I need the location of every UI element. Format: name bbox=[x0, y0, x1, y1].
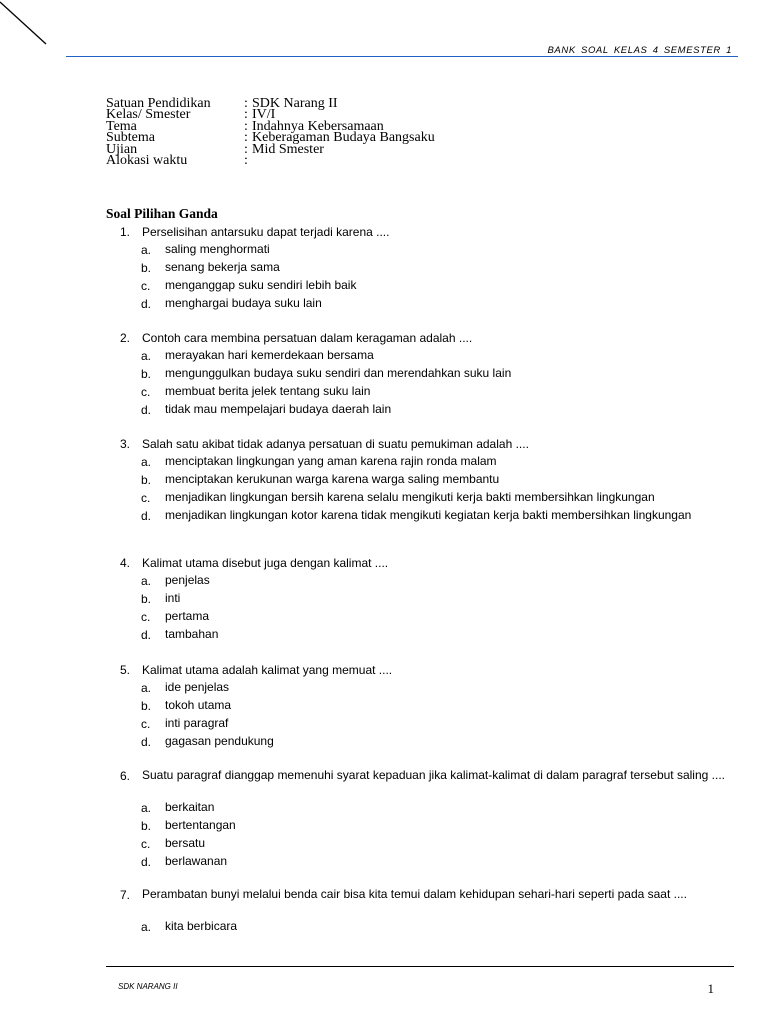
option-letter: b. bbox=[141, 699, 152, 713]
section-title: Soal Pilihan Ganda bbox=[106, 206, 218, 221]
option-text: menciptakan kerukunan warga karena warga saling membantu bbox=[165, 472, 500, 486]
question-text: Perselisihan antarsuku dapat terjadi karena .... bbox=[142, 225, 390, 239]
question-row bbox=[120, 769, 738, 801]
option-letter: b. bbox=[141, 261, 152, 275]
option bbox=[141, 509, 738, 537]
option-text: merayakan hari kemerdekaan bersama bbox=[165, 348, 374, 362]
question-6 bbox=[120, 769, 738, 873]
option-text: bertentangan bbox=[165, 818, 236, 832]
info-value: Mid Smester bbox=[252, 141, 324, 157]
info-value: Indahnya Kebersamaan bbox=[252, 118, 384, 134]
option-letter: a. bbox=[141, 243, 152, 257]
option-text: berlawanan bbox=[165, 854, 228, 868]
header-title: BANK SOAL KELAS 4 SEMESTER 1 bbox=[547, 45, 732, 56]
option-letter: c. bbox=[141, 717, 151, 731]
option-text: tambahan bbox=[165, 627, 219, 641]
option bbox=[141, 735, 738, 753]
option-text: bersatu bbox=[165, 836, 206, 850]
option-text: membuat berita jelek tentang suku lain bbox=[165, 384, 371, 398]
page-number: 1 bbox=[707, 981, 714, 996]
option bbox=[141, 837, 738, 855]
info-colon: : bbox=[244, 141, 248, 157]
option bbox=[141, 243, 738, 261]
option-letter: c. bbox=[141, 610, 151, 624]
option bbox=[141, 610, 738, 628]
option-letter: c. bbox=[141, 279, 151, 293]
option bbox=[141, 717, 738, 735]
info-label: Ujian bbox=[106, 141, 138, 157]
question-row bbox=[120, 888, 738, 920]
option bbox=[141, 699, 738, 717]
option-letter: c. bbox=[141, 837, 151, 851]
option-text: menganggap suku sendiri lebih baik bbox=[165, 278, 357, 292]
option-letter: b. bbox=[141, 819, 152, 833]
option-letter: a. bbox=[141, 801, 152, 815]
info-value: IV/I bbox=[252, 107, 276, 123]
option-letter: a. bbox=[141, 920, 152, 934]
option-letter: b. bbox=[141, 367, 152, 381]
question-number: 6. bbox=[120, 769, 131, 783]
option-text: senang bekerja sama bbox=[165, 260, 280, 274]
option bbox=[141, 855, 738, 873]
info-value: Keberagaman Budaya Bangsaku bbox=[252, 130, 435, 146]
question-3 bbox=[120, 437, 738, 537]
option-text: gagasan pendukung bbox=[165, 734, 274, 748]
option bbox=[141, 261, 738, 279]
question-number: 5. bbox=[120, 663, 131, 677]
option-letter: d. bbox=[141, 297, 152, 311]
info-label: Kelas/ Smester bbox=[106, 107, 191, 123]
question-row bbox=[120, 663, 738, 681]
option bbox=[141, 455, 738, 473]
question-4 bbox=[120, 556, 738, 646]
question-text: Salah satu akibat tidak adanya persatuan di suatu pemukiman adalah .... bbox=[142, 437, 529, 451]
option bbox=[141, 349, 738, 367]
option-letter: b. bbox=[141, 592, 152, 606]
option-text: menghargai budaya suku lain bbox=[165, 296, 322, 310]
question-row bbox=[120, 437, 738, 455]
option-text: tokoh utama bbox=[165, 698, 232, 712]
option-text: menjadikan lingkungan bersih karena selalu mengikuti kerja bakti membersihkan lingkungan bbox=[165, 490, 655, 504]
option-letter: c. bbox=[141, 491, 151, 505]
option-text: berkaitan bbox=[165, 800, 215, 814]
question-number: 7. bbox=[120, 888, 131, 902]
footer-rule bbox=[106, 966, 734, 967]
info-table bbox=[106, 98, 435, 166]
option-text: tidak mau mempelajari budaya daerah lain bbox=[165, 402, 392, 416]
question-text: Contoh cara membina persatuan dalam keragaman adalah .... bbox=[142, 331, 473, 345]
info-label: Tema bbox=[106, 118, 137, 134]
option-text: penjelas bbox=[165, 573, 210, 587]
option bbox=[141, 819, 738, 837]
question-5 bbox=[120, 663, 738, 753]
info-colon: : bbox=[244, 130, 248, 146]
option-text: kita berbicara bbox=[165, 919, 238, 933]
info-colon: : bbox=[244, 152, 248, 168]
option-text: ide penjelas bbox=[165, 680, 230, 694]
option-letter: c. bbox=[141, 385, 151, 399]
question-number: 3. bbox=[120, 437, 131, 451]
info-label: Satuan Pendidikan bbox=[106, 96, 211, 111]
option bbox=[141, 491, 738, 509]
option bbox=[141, 681, 738, 699]
info-label: Alokasi waktu bbox=[106, 152, 188, 168]
option-letter: d. bbox=[141, 509, 152, 523]
option-letter: a. bbox=[141, 574, 152, 588]
option bbox=[141, 574, 738, 592]
question-number: 2. bbox=[120, 331, 131, 345]
question-row bbox=[120, 556, 738, 574]
question-row bbox=[120, 225, 738, 243]
question-text: Kalimat utama adalah kalimat yang memuat .... bbox=[142, 663, 393, 677]
header-rule bbox=[66, 56, 738, 57]
option-text: inti paragraf bbox=[165, 716, 229, 730]
option bbox=[141, 801, 738, 819]
option-text: inti bbox=[165, 591, 181, 605]
option-text: saling menghormati bbox=[165, 242, 270, 256]
option bbox=[141, 385, 738, 403]
question-number: 4. bbox=[120, 556, 131, 570]
question-1 bbox=[120, 225, 738, 315]
option bbox=[141, 297, 738, 315]
option bbox=[141, 279, 738, 297]
option bbox=[141, 628, 738, 646]
option-text: menjadikan lingkungan kotor karena tidak mengikuti kegiatan kerja bakti membersihkan lingkungan bbox=[165, 508, 692, 522]
corner-diagonal-line bbox=[0, 0, 60, 60]
question-text: Suatu paragraf dianggap memenuhi syarat kepaduan jika kalimat-kalimat di dalam paragraf tersebut saling .... bbox=[142, 768, 725, 782]
info-colon: : bbox=[244, 118, 248, 134]
option-letter: d. bbox=[141, 403, 152, 417]
option bbox=[141, 473, 738, 491]
option bbox=[141, 403, 738, 421]
info-label: Subtema bbox=[106, 130, 155, 146]
footer-school: SDK NARANG II bbox=[118, 982, 178, 991]
option-letter: d. bbox=[141, 735, 152, 749]
option bbox=[141, 367, 738, 385]
option bbox=[141, 920, 738, 938]
option bbox=[141, 592, 738, 610]
question-text: Kalimat utama disebut juga dengan kalimat .... bbox=[142, 556, 389, 570]
option-text: mengunggulkan budaya suku sendiri dan merendahkan suku lain bbox=[165, 366, 512, 380]
info-colon: : bbox=[244, 96, 248, 111]
option-letter: d. bbox=[141, 628, 152, 642]
question-number: 1. bbox=[120, 225, 131, 239]
question-row bbox=[120, 331, 738, 349]
option-letter: a. bbox=[141, 349, 152, 363]
option-letter: a. bbox=[141, 455, 152, 469]
question-7 bbox=[120, 888, 738, 938]
option-text: pertama bbox=[165, 609, 210, 623]
option-text: menciptakan lingkungan yang aman karena rajin ronda malam bbox=[165, 454, 497, 468]
option-letter: b. bbox=[141, 473, 152, 487]
question-text: Perambatan bunyi melalui benda cair bisa kita temui dalam kehidupan sehari-hari seperti pada saat .... bbox=[142, 887, 687, 901]
option-letter: a. bbox=[141, 681, 152, 695]
info-row bbox=[106, 152, 435, 168]
info-value: SDK Narang II bbox=[252, 96, 338, 111]
info-colon: : bbox=[244, 107, 248, 123]
question-2 bbox=[120, 331, 738, 421]
option-letter: d. bbox=[141, 855, 152, 869]
